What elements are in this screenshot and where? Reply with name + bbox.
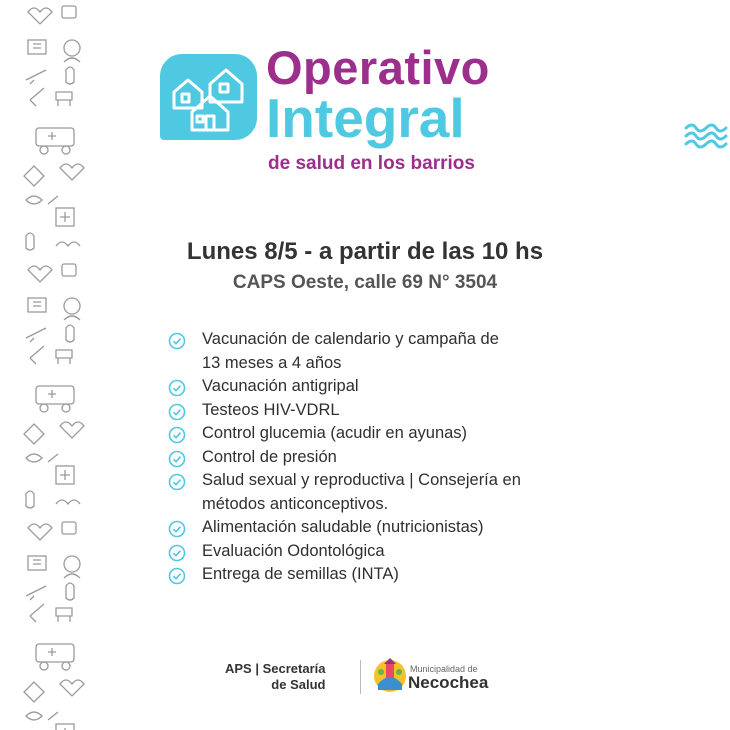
footer-aps bbox=[225, 661, 325, 693]
service-item-continued bbox=[168, 352, 588, 376]
waves-icon bbox=[684, 122, 730, 150]
logo-badge bbox=[160, 54, 257, 140]
subtitle: de salud en los barrios bbox=[268, 153, 475, 174]
check-circle-icon bbox=[168, 567, 186, 585]
health-pattern-icons bbox=[0, 0, 100, 730]
check-circle-icon bbox=[168, 379, 186, 397]
service-label: Evaluación Odontológica bbox=[202, 541, 385, 560]
service-item bbox=[168, 446, 588, 470]
check-circle-icon bbox=[168, 403, 186, 421]
service-label: 13 meses a 4 años bbox=[202, 353, 342, 372]
service-item bbox=[168, 540, 588, 564]
service-label: Control glucemia (acudir en ayunas) bbox=[202, 424, 468, 442]
service-item bbox=[168, 516, 588, 540]
service-item bbox=[168, 422, 588, 446]
footer-aps-line1: APS | Secretaría bbox=[225, 661, 326, 676]
service-label: Alimentación saludable (nutricionistas) bbox=[202, 518, 484, 536]
check-circle-icon bbox=[168, 332, 186, 350]
services-list bbox=[168, 328, 588, 587]
check-circle-icon bbox=[168, 520, 186, 538]
event-date bbox=[0, 238, 730, 266]
service-label: Vacunación de calendario y campaña de bbox=[202, 330, 499, 348]
service-label: Vacunación antigripal bbox=[202, 377, 359, 395]
service-item bbox=[168, 375, 588, 399]
necochea-seal-icon bbox=[372, 656, 408, 694]
check-circle-icon bbox=[168, 450, 186, 468]
check-circle-icon bbox=[168, 544, 186, 562]
houses-icon bbox=[170, 62, 248, 132]
service-label: Control de presión bbox=[202, 447, 337, 466]
muni-big: Necochea bbox=[408, 673, 489, 692]
service-item bbox=[168, 328, 588, 352]
event-date-text: Lunes 8/5 - a partir de las 10 hs bbox=[186, 238, 544, 265]
service-label: Testeos HIV-VDRL bbox=[202, 400, 340, 419]
footer-divider bbox=[360, 660, 361, 694]
footer-aps-line2: de Salud bbox=[271, 677, 326, 692]
service-label: Salud sexual y reproductiva | Consejería en bbox=[202, 471, 521, 489]
service-item bbox=[168, 469, 588, 493]
service-item-continued bbox=[168, 493, 588, 517]
service-label: métodos anticonceptivos. bbox=[202, 494, 389, 513]
title-integral: Integral bbox=[266, 87, 465, 149]
check-circle-icon bbox=[168, 473, 186, 491]
service-item bbox=[168, 563, 588, 587]
service-item bbox=[168, 399, 588, 423]
service-label: Entrega de semillas (INTA) bbox=[202, 565, 399, 583]
title-operativo: Operativo bbox=[266, 41, 490, 94]
event-place: CAPS Oeste, calle 69 N° 3504 bbox=[232, 272, 498, 293]
check-circle-icon bbox=[168, 426, 186, 444]
muni-small: Municipalidad de bbox=[410, 664, 478, 674]
